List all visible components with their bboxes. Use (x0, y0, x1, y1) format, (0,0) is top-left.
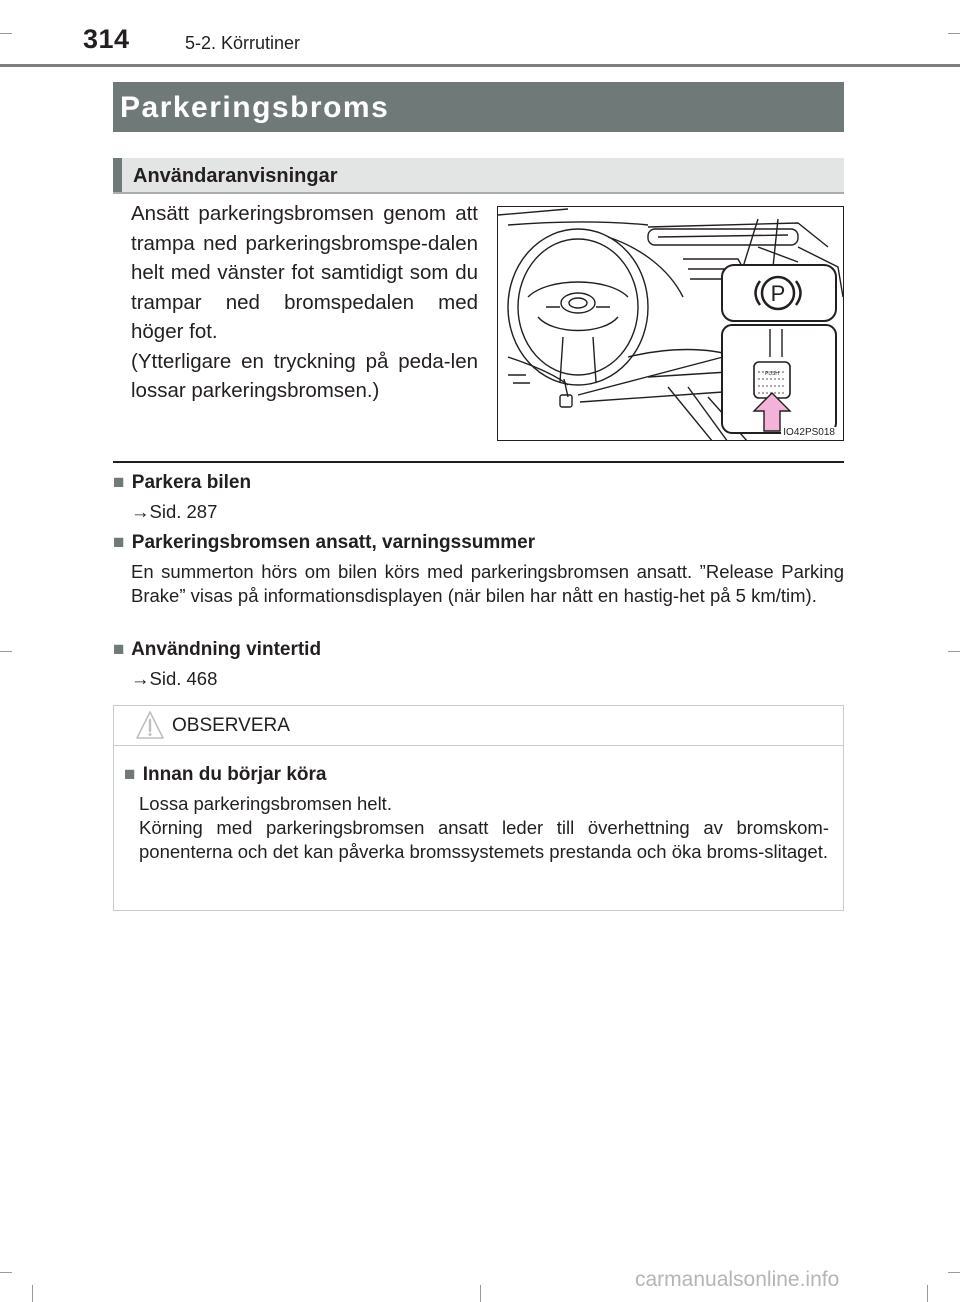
section-label: 5-2. Körrutiner (185, 33, 301, 53)
note-heading: Användning vintertid (131, 639, 322, 660)
warning-triangle-icon (136, 710, 164, 740)
subheader (113, 158, 844, 194)
caution-item (124, 762, 829, 864)
page-reference[interactable]: Sid. 468 (149, 668, 218, 689)
note-heading: Parkeringsbromsen ansatt, varningssummer (131, 532, 536, 553)
intro-paragraph-note: (Ytterligare en tryckning på peda-len lossar parkeringsbromsen.) (131, 349, 478, 402)
bullet-square-icon: ■ (113, 532, 125, 553)
crop-mark (0, 33, 12, 34)
pedal-callout (722, 325, 836, 433)
page-number: 314 (83, 24, 130, 54)
crop-mark (480, 1285, 481, 1302)
crop-mark (0, 651, 12, 652)
caution-heading: Innan du börjar köra (142, 764, 327, 785)
page-title: Parkeringsbroms (113, 82, 844, 132)
crop-mark (32, 1285, 33, 1302)
note-winter (113, 637, 844, 691)
subheader-text: Användaranvisningar (133, 165, 338, 187)
crop-mark (0, 1272, 12, 1273)
caution-body-2: Körning med parkeringsbromsen ansatt leder till överhettning av bromskom-ponenterna och det kan påverka bromssystemets prestanda och öka broms-slitaget. (139, 817, 829, 862)
caution-title: OBSERVERA (172, 715, 290, 736)
note-body: En summerton hörs om bilen körs med parkeringsbromsen ansatt. ”Release Parking Brake” visas på informationsdisplayen (när bilen har nått en hastig-het på 5 km/tim). (131, 561, 844, 606)
crop-mark (948, 651, 960, 652)
arrow-icon: → (131, 501, 150, 522)
bullet-square-icon: ■ (113, 639, 125, 660)
bullet-square-icon: ■ (124, 764, 136, 785)
parking-switch-callout (722, 265, 836, 321)
watermark: carmanualsonline.info (635, 1268, 840, 1291)
figure-code: IO42PS018 (783, 427, 835, 438)
header-rule (0, 64, 960, 67)
note-heading: Parkera bilen (131, 472, 252, 493)
page-reference[interactable]: Sid. 287 (149, 501, 218, 522)
caution-body-1: Lossa parkeringsbromsen helt. (139, 793, 392, 814)
crop-mark (927, 1285, 928, 1302)
note-parking (113, 470, 844, 524)
arrow-icon: → (131, 668, 150, 689)
caution-header (114, 706, 843, 746)
section-rule (113, 461, 844, 463)
bullet-square-icon: ■ (113, 472, 125, 493)
crop-mark (948, 33, 960, 34)
intro-text (131, 199, 478, 406)
parking-brake-figure (497, 206, 844, 441)
crop-mark (948, 1272, 960, 1273)
pedal-label: PUSH (765, 371, 779, 377)
dashboard-illustration (498, 207, 844, 441)
parking-symbol: P (770, 281, 786, 306)
intro-paragraph: Ansätt parkeringsbromsen genom att trampa ned parkeringsbromspe-dalen helt med vänster fot samtidigt som du trampar ned bromspedalen med höger fot. (131, 202, 478, 343)
subheader-accent (113, 158, 122, 192)
note-warning-buzzer (113, 530, 844, 608)
caution-box (113, 705, 844, 911)
